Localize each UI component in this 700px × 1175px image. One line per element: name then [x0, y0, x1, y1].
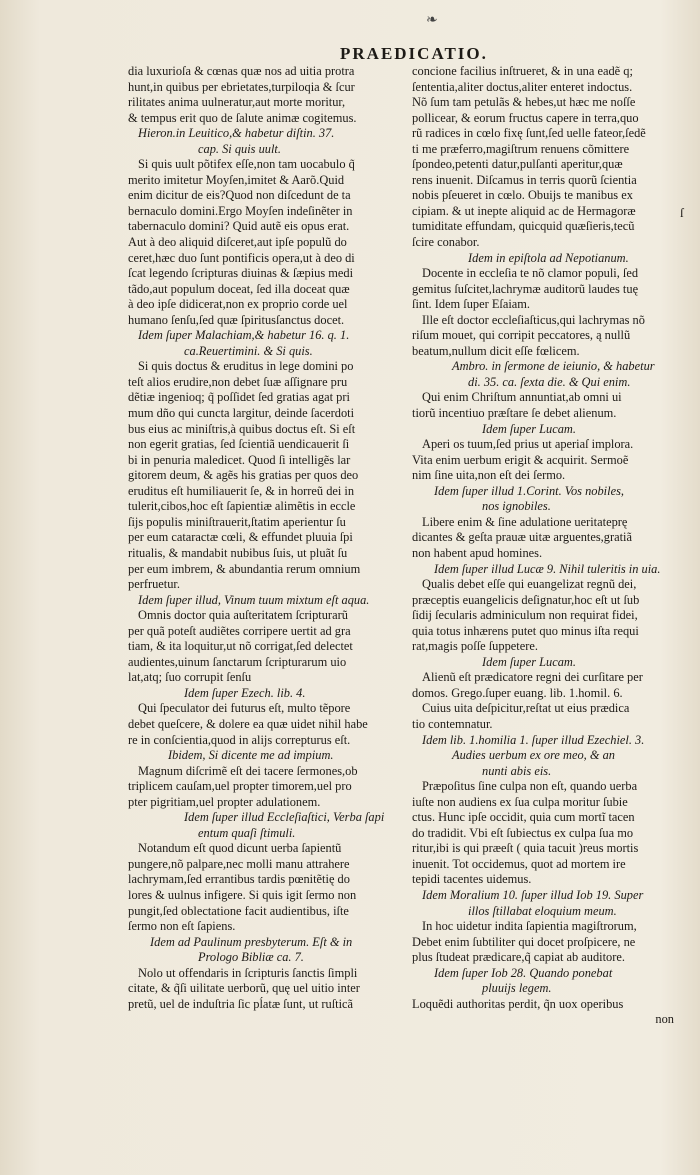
text-line: triplicem cauſam,uel propter timorem,uel pro — [128, 779, 352, 794]
text-line: Debet enim ſubtiliter qui docet proſpicere, ne — [412, 934, 636, 949]
text-line: pungit,ſed oblectatione facit audientibus, iſte — [128, 903, 349, 918]
text-line: domos. Grego.ſuper euang. lib. 1.homil. 6. — [412, 685, 623, 700]
text-line: dia luxurioſa & cœnas quæ nos ad uitia protra — [128, 64, 355, 78]
text-line: tiorũ incentiuo præſtare ſe debet alienum. — [412, 406, 617, 421]
text-line: riſum mouet, qui corripit peccatores, ą nullũ — [412, 328, 631, 343]
text-line: In hoc uidetur indita ſapientia magiſtrorum, — [422, 919, 637, 934]
text-line: tepidi tacentes uidemus. — [412, 872, 532, 887]
text-line: Idem ſuper illud, Vinum tuum mixtum eſt aqua. — [138, 592, 370, 607]
text-line: lachrymam,ſed errantibus tardis pœnitẽtię do — [128, 872, 350, 887]
text-line: Prologo Bibliæ ca. 7. — [198, 950, 304, 965]
text-line: pluuijs legem. — [482, 981, 552, 996]
text-line: nobis pſeueret in cœlo. Obuijs te manibus ex — [412, 188, 633, 203]
text-line: plus ſtudeat prædicare,q̃ capiat ab auditore. — [412, 950, 625, 965]
text-line: ſermo non eſt ſapiens. — [128, 919, 236, 934]
text-line: non — [655, 1012, 674, 1027]
text-line: tiam, & ita loquitur,ut nõ corrigat,ſed delectet — [128, 639, 353, 654]
text-line: lat,atq; ſuo corrupit ſenſu — [128, 670, 252, 685]
text-line: dicantes & geſta prauæ uitæ arguentes,gratiã — [412, 530, 632, 545]
text-line: do tradidit. Vbi eſt ſubiectus ex culpa ſua mo — [412, 825, 634, 840]
text-line: ſpondeo,petenti datur,pulſanti aperitur,quæ — [412, 157, 623, 172]
text-line: Idem lib. 1.homilia 1. ſuper illud Ezechiel. 3. — [422, 732, 645, 747]
text-line: perfruetur. — [128, 577, 180, 592]
text-line: Idem ſuper Lucam. — [482, 654, 576, 669]
text-line: Notandum eſt quod dicunt uerba ſapientũ — [138, 841, 342, 856]
text-line: Ille eſt doctor eccleſiaſticus,qui lachrymas nõ — [422, 312, 645, 327]
text-line: rilitates anima uulneratur,aut morte moritur, — [128, 95, 346, 110]
text-line: ca.Reuertimini. & Si quis. — [184, 343, 313, 358]
text-line: inuenit. Tot occidemus, quot ad mortem ire — [412, 856, 626, 871]
text-line: teſt alios erudire,non debet ſuæ aſſignare pru — [128, 374, 348, 389]
text-line: Loquẽdi authoritas perdit, q̃n uox operibus — [412, 996, 624, 1011]
text-line: Vita enim uerbum erigit & acquirit. Sermoẽ — [412, 452, 629, 467]
text-line: Hieron.in Leuitico,& habetur diſtin. 37. — [138, 126, 335, 141]
text-line: cap. Si quis uult. — [198, 141, 281, 156]
text-line: Cuius uita deſpicitur,reſtat ut eius prædica — [422, 701, 630, 716]
text-line: ti me præferro,magiſtrum renuens cõmittere — [412, 141, 630, 156]
text-line: per eum cataractæ cœli, & effundet pluuia ſpi — [128, 530, 353, 545]
text-line: Idem Moralium 10. ſuper illud Iob 19. Super — [422, 887, 644, 902]
text-line: Docente in eccleſia te nõ clamor populi, ſed — [422, 266, 639, 281]
text-line: eruditus eſt humiliauerit ſe, & in horreũ dei in — [128, 483, 355, 498]
text-line: Qui enim Chriſtum annuntiat,ab omni ui — [422, 390, 622, 405]
text-line: Idem ſuper Lucam. — [482, 421, 576, 436]
text-line: tulerit,cibos,hoc eſt ſapientiæ alimẽtis in eccle — [128, 499, 356, 514]
text-line: ſijs populis miniſtrauerit,ſtatim aperientur ſu — [128, 514, 346, 529]
text-line: rũ radices in cœlo fixę ſunt,ſed uelle fateor,ſedẽ — [412, 126, 646, 141]
text-line: ſint. Idem ſuper Eſaiam. — [412, 297, 531, 312]
text-line: lores & uulnus infigere. Si quis igit ſermo non — [128, 887, 357, 902]
text-line: bus eius ac miniſtris,à quibus doctus eſt. Si eſt — [128, 421, 356, 436]
text-line: bi in penuria maledicet. Quod ſi intelligẽs lar — [128, 452, 351, 467]
text-line: entum quaſi ſtimuli. — [198, 825, 296, 840]
text-line: Si quis uult põtifex eſſe,non tam uocabulo q̃ — [138, 157, 355, 172]
right-column — [412, 64, 674, 1154]
text-line: Omnis doctor quia auſteritatem ſcripturarũ — [138, 608, 348, 623]
text-line: ceret,hæc duo ſunt pontificis opera,ut à deo di — [128, 250, 355, 265]
text-line: Ibidem, Si dicente me ad impium. — [168, 748, 334, 763]
text-line: Nõ ſum tam petulãs & hebes,ut hæc me noſſe — [412, 95, 636, 110]
text-line: Idem ſuper illud Eccleſiaſtici, Verba ſapi — [184, 810, 385, 825]
text-line: Alienũ eſt prædicatore regni dei curſitare per — [422, 670, 643, 685]
text-line: nim ſine uita,non eſt dei ſermo. — [412, 468, 566, 483]
text-line: ritur,ibi is qui præeſt ( quia tacuit )reus mortis — [412, 841, 639, 856]
text-line: ſidij ſecularis adminiculum non requirat fidei, — [412, 608, 638, 623]
text-line: humano ſenſu,ſed quæ ſpiritusſanctus docet. — [128, 312, 345, 327]
text-line: Libere enim & ſine adulatione ueritateprę — [422, 514, 628, 529]
text-line: nos ignobiles. — [482, 499, 551, 514]
text-line: illos ſtillabat eloquium meum. — [468, 903, 617, 918]
text-line: Aperi os tuum,ſed prius ut aperiaſ implora. — [422, 437, 634, 452]
text-line: rat,magis poſſe ſuppetere. — [412, 639, 538, 654]
text-line: non egerit gratias, ſed ſcientiã uendicauerit ſi — [128, 437, 350, 452]
text-line: dẽtiæ ingenioq; q̃ poſſidet ſed gratias agat pri — [128, 390, 350, 405]
text-line: ritualis, & mandabit nubibus ſuis, ut pluãt ſu — [128, 545, 348, 560]
text-line: concione facilius inſtrueret, & in una eadẽ q; — [412, 64, 633, 78]
text-line: bernaculo domini.Ergo Moyſen indeſinẽter in — [128, 203, 353, 218]
text-line: Ambro. in ſermone de ieiunio, & habetur — [452, 359, 655, 374]
text-line: gitorem deum, & agẽs his gratias per quos deo — [128, 468, 359, 483]
text-line: non habent apud homines. — [412, 545, 543, 560]
text-line: pter pigritiam,uel propter adulationem. — [128, 794, 321, 809]
ornament-glyph: ❧ — [426, 13, 438, 28]
text-line: pungere,nõ palpare,nec molli manu attrahere — [128, 856, 350, 871]
text-line: nunti abis eis. — [482, 763, 552, 778]
text-line: rens inuenit. Diſcamus in terris quorũ ſcientia — [412, 172, 637, 187]
text-line: Idem in epiſtola ad Nepotianum. — [468, 250, 629, 265]
text-line: hunt,in quibus per ebrietates,turpiloqia & ſcur — [128, 79, 355, 94]
text-line: enim dicitur de eis?Quod non diſcedunt de ta — [128, 188, 351, 203]
text-line: re in conſcientia,quod in alijs correpturus eſt. — [128, 732, 351, 747]
text-line: ſententia,aliter doctus,aliter enteret indoctus. — [412, 79, 633, 94]
text-line: ſcire conabor. — [412, 235, 480, 250]
text-line: cipiam. & ut inepte aliquid ac de Hermagoræ — [412, 203, 636, 218]
text-line: per quã poteſt audiẽtes corripere uertit ad gra — [128, 623, 351, 638]
text-line: iuſte non audiens ex ſua culpa moritur ſubie — [412, 794, 628, 809]
text-line: citate, & q̃ſi uilitate uerborũ, quę uel uitio inter — [128, 981, 360, 996]
text-line: Idem ſuper illud 1.Corint. Vos nobiles, — [434, 483, 624, 498]
text-line: pretũ, uel de induſtria ſic pĺatæ ſunt, ut ruſticã — [128, 996, 354, 1011]
text-line: Idem ad Paulinum presbyterum. Eſt & in — [150, 934, 353, 949]
text-line: tãdo,aut populum doceat, ſed illa doceat quæ — [128, 281, 350, 296]
text-line: audientes,uinum ſanctarum ſcripturarum uio — [128, 654, 347, 669]
text-line: Idem ſuper illud Lucæ 9. Nihil tuleritis in uia. — [434, 561, 661, 576]
text-line: di. 35. ca. ſexta die. & Qui enim. — [468, 374, 631, 389]
margin-mark: ſ — [680, 205, 684, 220]
text-line: Qualis debet eſſe qui euangelizat regnũ dei, — [422, 577, 637, 592]
text-line: merito imitetur Moyſen,imitet & Aarõ.Quid — [128, 172, 345, 187]
text-line: Audies uerbum ex ore meo, & an — [452, 748, 615, 763]
page-header: PRAEDICATIO. — [340, 44, 488, 63]
text-line: Aut à deo aliquid diſceret,aut ipſe populũ do — [128, 235, 347, 250]
left-column — [128, 64, 396, 1154]
text-line: per eum imbrem, & abundantia rerum omnium — [128, 561, 361, 576]
text-line: Præpoſitus ſine culpa non eſt, quando uerba — [422, 779, 638, 794]
text-line: mum dño qui cuncta largitur, deinde ſacerdoti — [128, 406, 355, 421]
text-line: tabernaculo domini? Quid autẽ eis opus erat. — [128, 219, 350, 234]
text-line: Magnum diſcrimẽ eſt dei tacere ſermones,ob — [138, 763, 358, 778]
text-line: Idem ſuper Malachiam,& habetur 16. q. 1. — [138, 328, 350, 343]
text-line: gemitus ſuſcitet,lachrymæ auditorũ laudes tuę — [412, 281, 639, 296]
text-line: Idem ſuper Ezech. lib. 4. — [184, 685, 306, 700]
text-line: quia totus inhærens putet quo minus iſta requi — [412, 623, 639, 638]
text-line: Idem ſuper Iob 28. Quando ponebat — [434, 965, 613, 980]
text-line: Si quis doctus & eruditus in lege domini po — [138, 359, 354, 374]
text-line: Nolo ut offendaris in ſcripturis ſanctis ſimpli — [138, 965, 358, 980]
text-line: à deo ipſe didicerat,non ex proprio corde uel — [128, 297, 348, 312]
text-line: ſcat legendo ſcripturas diuinas & ſæpius medi — [128, 266, 354, 281]
text-line: præceptis euangelicis deſignatur,hoc eſt ut ſub — [412, 592, 640, 607]
text-line: ctus. Hunc ipſe occidit, quia cum mortĩ tacen — [412, 810, 635, 825]
text-line: tio contemnatur. — [412, 716, 493, 731]
text-line: beatum,nullum dicit eſſe fœlicem. — [412, 343, 580, 358]
text-line: debet queſcere, & dolere ea quæ uidet nihil habe — [128, 716, 368, 731]
text-line: & tempus erit quo de ſalute animæ cogitemus. — [128, 110, 357, 125]
text-line: pollicear, & eorum fructus capere in terra,quo — [412, 110, 639, 125]
text-line: tumiditate effundam, quicquid quæſieris,tecũ — [412, 219, 635, 234]
text-line: Qui ſpeculator dei futurus eſt, multo tẽpore — [138, 701, 351, 716]
